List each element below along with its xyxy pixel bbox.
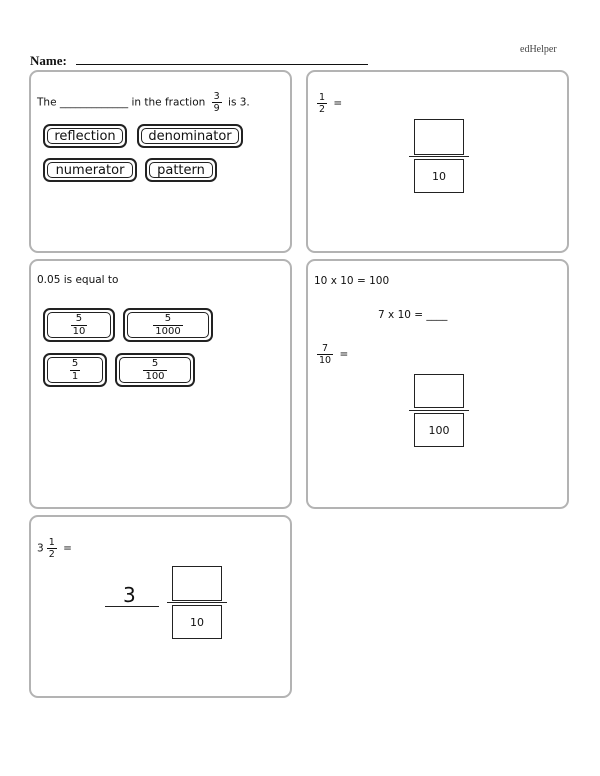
question-1-text-middle: in the fraction [131, 96, 206, 109]
option-5-over-1[interactable]: $\frac{5}{1}$ [43, 353, 107, 387]
name-input-line[interactable] [76, 64, 368, 65]
question-2-text [314, 92, 342, 115]
question-card-3 [29, 259, 292, 509]
question-card-2 [306, 70, 569, 253]
whole-underline [105, 606, 159, 607]
fraction-bar [409, 410, 469, 411]
fraction-1-2: $\frac{1}{2}$ [319, 92, 326, 115]
denominator-box: 10 [414, 159, 464, 193]
mixed-number-whole: 3 [37, 542, 44, 555]
fraction-7-10: $\frac{7}{10}$ [319, 343, 332, 366]
question-3-prompt: 0.05 is equal to [37, 274, 119, 286]
question-4-text [314, 343, 348, 366]
multiplication-hint: 10 x 10 = 100 [314, 275, 390, 287]
fraction-bar [409, 156, 469, 157]
question-1-text-after: is 3. [228, 96, 250, 109]
equals-sign: = [63, 542, 72, 555]
answer-whole-number: 3 [123, 583, 136, 607]
fraction-bar [167, 602, 227, 603]
fraction-3-9: $\frac{3}{9}$ [213, 91, 220, 114]
option-numerator[interactable]: numerator [43, 158, 137, 182]
option-pattern[interactable]: pattern [145, 158, 217, 182]
option-5-over-100[interactable]: $\frac{5}{100}$ [115, 353, 195, 387]
answer-numerator-box[interactable] [414, 119, 464, 155]
answer-blank[interactable]: _____________ [59, 96, 129, 109]
denominator-box: 10 [172, 605, 222, 639]
fraction-1-2: $\frac{1}{2}$ [48, 537, 55, 560]
question-card-5 [29, 515, 292, 698]
equals-sign: = [333, 97, 343, 110]
question-1-text [37, 91, 250, 114]
question-card-4 [306, 259, 569, 509]
question-5-text [37, 537, 72, 560]
question-1-text-before: The [37, 96, 57, 109]
denominator-box: 100 [414, 413, 464, 447]
option-5-over-1000[interactable]: $\frac{5}{1000}$ [123, 308, 213, 342]
option-denominator[interactable]: denominator [137, 124, 243, 148]
name-label: Name: [30, 53, 67, 68]
brand-label: edHelper [520, 44, 557, 55]
option-reflection[interactable]: reflection [43, 124, 127, 148]
equals-sign: = [339, 348, 349, 361]
multiplication-step: 7 x 10 = ____ [378, 309, 448, 321]
answer-numerator-box[interactable] [414, 374, 464, 408]
answer-numerator-box[interactable] [172, 566, 222, 601]
question-card-1 [29, 70, 292, 253]
option-5-over-10[interactable]: $\frac{5}{10}$ [43, 308, 115, 342]
